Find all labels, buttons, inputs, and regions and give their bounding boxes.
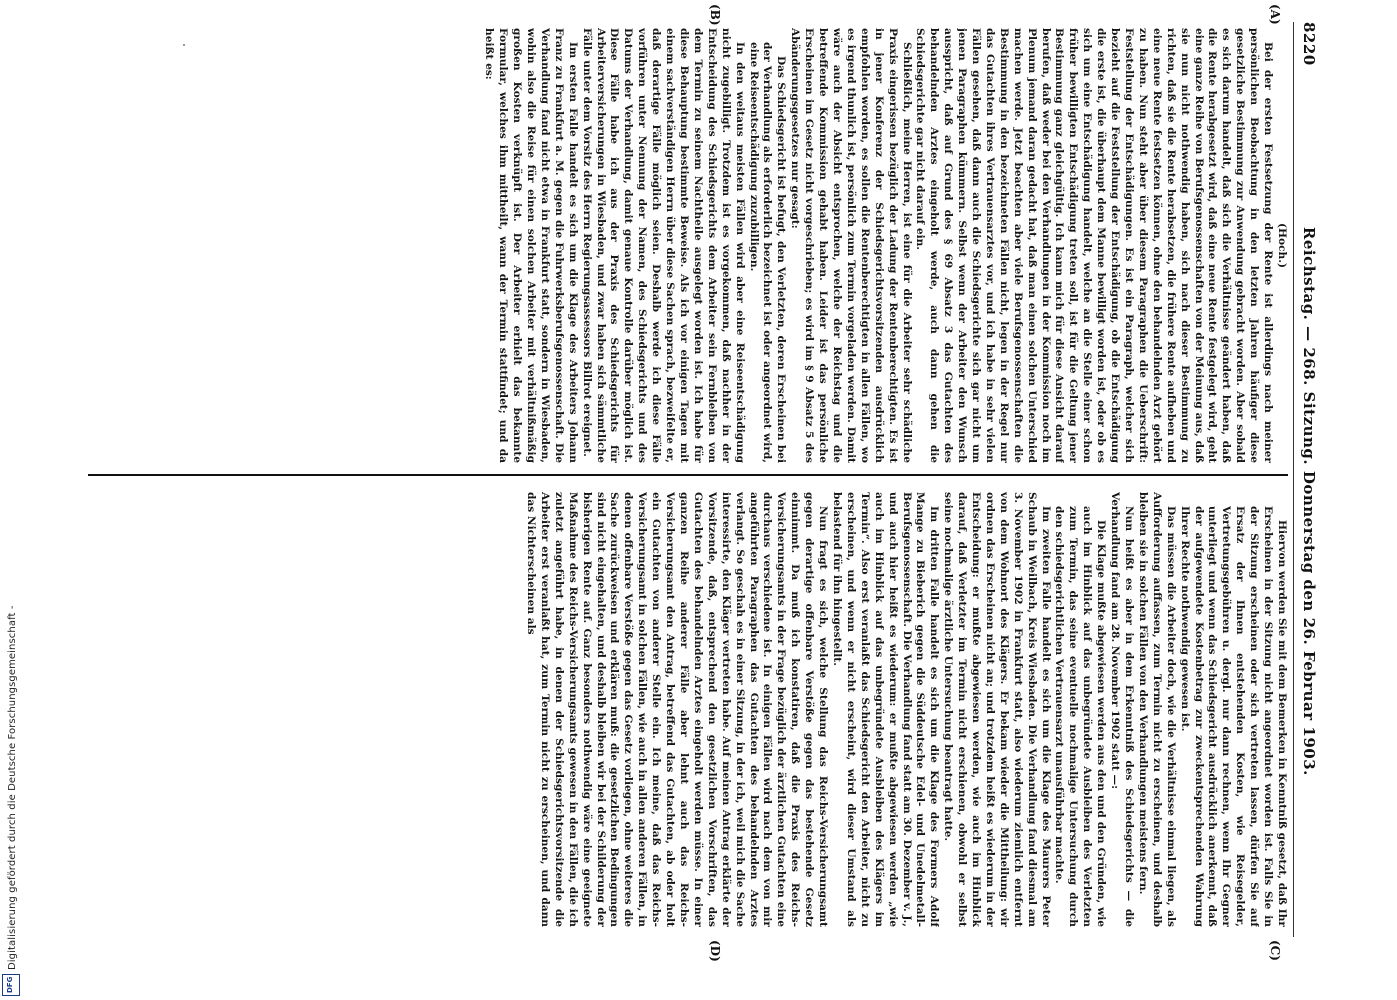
margin-letter-c: (C): [1268, 940, 1282, 961]
dfg-logo-text: DFG: [6, 976, 14, 993]
speaker-name: (Hoch.): [1276, 223, 1288, 268]
margin-letter-b: (B): [708, 4, 722, 26]
dfg-logo-icon: [2, 974, 20, 996]
right-paragraph: Nun fragt es sich, welche Stellung das Reichs-Versicherungsamt gegen derartige offenbare Verstöße gegen das bestehende Gesetz einnimmt. Da muß ich konstatiren, daß die Praxis des Reichs-Versicherungsamts in der Frage bezüglich der ärztlichen Gutachten eine durchaus verschiedene ist. In einigen Fällen wird nach dem von mir angeführten Paragraphen das Gutachten des behandelnden Arztes verlangt. So geschah es in einer Sitzung, in der ich, weil mich die Sache interessirte, den Kläger vertreten habe. Auf meinen Antrag erklärte der Vorsitzende, daß, entsprechend den gesetzlichen Vorschriften, das Gutachten des behandelnden Arztes eingeholt werden müsse. In einer ganzen Reihe anderer Fälle aber lehnt auch das Reichs-Versicherungsamt den Antrag, betreffend das Gutachten, ab oder holt ein Gutachten von anderer Stelle ein. Ich meine, daß das Reichs-Versicherungsamt in solchen Fällen, wie auch in allen anderen Fällen, in denen offenbare Verstöße gegen das Gesetz vorliegen, ohne weiteres die Sache zurückweisen und erklären muß: die gesetzlichen Bedingungen sind nicht eingehalten, und deshalb bleiben wir bei der Schilderung der bisherigen Rente auf. Ganz besonders nothwendig wäre eine geeignete Maßnahme des Reichs-Versicherungsamts gewesen in den Fällen, die ich zuletzt angeführt habe, in denen der Schiedsgerichtsvorsitzende die Arbeiter erst veranlaßt hat, zum Termin nicht zu erscheinen, und dann das Nichterscheinen als: [525, 492, 830, 927]
right-paragraph: Nun heißt es aber in dem Erkenntniß des Schiedsgerichts — die Verhandlung fand am 28. November 1902 statt —:: [1109, 492, 1136, 927]
left-paragraph: Schließlich, meine Herren, ist eine für die Arbeiter sehr schädliche Praxis eingerissen bezüglich der Ladung der Rentenberechtigten. Es ist in jener Konferenz der Schiedsgerichtsvorsitzenden ausdrücklich empfohlen worden, es sollen die Rentenberechtigten in allen Fällen, wo es irgend thunlich ist, persönlich zum Termin vorgeladen werden. Damit wäre auch der Absicht entsprochen, welche der Reichstag und die betreffende Kommission gehabt haben. Leider ist das persönliche Erscheinen im Gesetz nicht vorgeschrieben; es wird im § 9 Absatz 5 des Abänderungsgesetzes nur gesagt:: [789, 28, 913, 463]
left-paragraph: Im ersten Falle handelt es sich um die Klage des Arbeiters Johann Franz zu Frankfurt a. M. gegen die Fuhrwerksberufsgenossenschaft. Die Verhandlung fand nicht etwa in Frankfurt statt, sondern in Wiesbaden, wohin also die Reise für einen solchen Arbeiter mit verhältnißmäßig großen Kosten verknüpft ist. Der Arbeiter erhielt das bekannte Formular, welches ihm mittheilt, wann der Termin stattfindet; und da heißt es:: [483, 28, 579, 463]
left-paragraph: In den weitaus meisten Fällen wird aber eine Reiseentschädigung nicht zugebilligt. Trotzdem ist es vorgekommen, daß nachher in der Entscheidung des Schiedsgerichts dem Arbeiter sein Fernbleiben von dem Termin zu seinem Nachtheile ausgelegt worden ist. Ich habe für diese Behauptung bestimmte Beweise. Als ich vor einigen Tagen mit einem sachverständigen Herrn über diese Sachen sprach, bezweifelte er, daß derartige Fälle möglich seien. Deshalb werde ich diese Fälle vorführen unter Nennung der Namen, des Schiedsgerichts und des Datums der Verhandlung, damit genaue Kontrolle darüber möglich ist. Diese Fälle habe ich aus der Praxis des Schiedsgerichts für Arbeiterversicherungen in Wiesbaden, und zwar haben sich sämmtliche Fälle unter dem Vorsitz des Herrn Regierungsassessors Billrot ereignet.: [580, 28, 746, 463]
margin-letter-d: (D): [708, 940, 722, 962]
right-paragraph: Das müssen die Arbeiter doch, wie die Verhältnisse einmal liegen, als Aufforderung auffassen, zum Termin nicht zu erscheinen, und deshalb bleiben sie in solchen Fällen von den Verhandlungen meistens fern.: [1136, 492, 1177, 927]
scanned-page: [82, 4, 1322, 962]
left-column: [88, 28, 1288, 463]
right-paragraph: Im zweiten Falle handelt es sich um die Klage des Maurers Peter Schaub in Weilbach, Kreis Wiesbaden. Die Verhandlung fand diesmal am 3. November 1902 in Frankfurt statt, also wiederum ziemlich entfernt von dem Wohnort des Klägers. Er bekam wieder die Mittheilung: wir ordnen das Erscheinen nicht an; und trotzdem heißt es wiederum in der Entscheidung: er mußte abgewiesen werden, wie auch im Hinblick darauf, daß Verletzter im Termin nicht erschienen, obwohl er selbst seine nochmalige ärztliche Untersuchung beantragt hatte.: [942, 492, 1052, 927]
header-rule: [1293, 22, 1294, 937]
right-quote: Die Klage mußte abgewiesen werden aus den und den Gründen, wie auch im Hinblick auf das unbegründete Ausbleiben des Verletzten zum Termin, das seine eventuelle nochmalige Untersuchung durch den schiedsgerichtlichen Vertrauensarzt unausführbar machte.: [1053, 506, 1108, 927]
left-paragraph: Bei der ersten Festsetzung der Rente ist allerdings nach meiner persönlichen Beobachtung in den letzten Jahren häufiger diese gesetzliche Bestimmung zur Anwendung gebracht worden. Aber sobald es sich darum handelt, daß sich die Verhältnisse geändert haben, daß die Rente herabgesetzt wird, daß eine neue Rente festgelegt wird, geht eine ganze Reihe von Berufsgenossenschaften von der Meinung aus, daß sie nun nicht nothwendig haben, sich nach dieser Bestimmung zu richten, daß sie die Rente herabsetzen, die frühere Rente aufheben und eine neue Rente festsetzen können, ohne den behandelnden Arzt gehört zu haben. Nun steht aber über diesem Paragraphen die Ueberschrift: Feststellung der Entschädigungen. Es ist ein Paragraph, welcher sich bezieht auf die Feststellung der Entschädigung, ob die Entschädigung die erste ist, die überhaupt dem Manne bewilligt worden ist, oder ob es sich um eine Entschädigung handelt, welche an die Stelle einer schon früher bewilligten Entschädigung treten soll, ist für die Geltung jener Bestimmung ganz gleichgültig. Ich kann mich für diese Ansicht darauf berufen, daß weder bei den Verhandlungen in der Kommission noch im Plenum jemand daran gedacht hat, daß man einen solchen Unterschied machen werde. Jetzt beachten aber viele Berufsgenossenschaften die Bestimmung in den bezeichneten Fällen nicht, legen in der Regel nur das Gutachten ihres Vertrauensarztes vor, und ich habe in sehr vielen Fällen gesehen, daß dann auch die Schiedsgerichte sich gar nicht um jenen Paragraphen kümmern. Selbst wenn der Arbeiter den Wunsch ausspricht, daß auf Grund des § 69 Absatz 3 das Gutachten des behandelnden Arztes eingeholt werde, auch dann gehen die Schiedsgerichte gar nicht darauf ein.: [914, 28, 1275, 463]
left-quote: Das Schiedsgericht ist befugt, den Verletzten, deren Erscheinen bei der Verhandlung als erforderlich bezeichnet ist oder angeordnet wird, eine Reiseentschädigung zuzubilligen.: [747, 42, 788, 463]
right-paragraph: Im dritten Falle handelt es sich um die Klage des Formers Adolf Mange zu Bieberich gegen die Süddeutsche Edel- und Unedelmetall-Berufsgenossenschaft. Die Verhandlung fand statt am 30. Dezember v. J., und auch hier heißt es wiederum: er mußte abgewiesen werden „wie auch im Hinblick auf das unbegründete Ausbleiben des Klägers im Termin“. Also erst veranlaßt das Schiedsgericht den Arbeiter, nicht zu erscheinen, und wenn er nicht erscheint, wird dieser Umstand als belastend für ihn hingestellt.: [831, 492, 941, 927]
page-content-rotated: [82, 4, 1322, 962]
digitization-credit: [0, 0, 22, 1000]
margin-letter-a: (A): [1268, 4, 1282, 25]
page-header: [1296, 22, 1322, 937]
column-divider: [88, 474, 1288, 476]
page-running-title: Reichstag. — 268. Sitzung. Donnerstag den 26. Februar 1903.: [1300, 226, 1318, 776]
right-column: [88, 492, 1288, 927]
right-quote: Hiervon werden Sie mit dem Bemerken in Kenntniß gesetzt, daß Ihr Erscheinen in der Sitzung nicht angeordnet worden ist. Falls Sie in der Sitzung erscheinen oder sich vertreten lassen, dürfen Sie auf Ersatz der Ihnen entstehenden Kosten, wie Reisegelder, Vertretungsgebühren u. dergl. nur dann rechnen, wenn Ihr Gegner unterliegt und wenn das Schiedsgericht ausdrücklich anerkennt, daß der aufgewendete Kostenbetrag zur zweckentsprechenden Wahrung Ihrer Rechte nothwendig gewesen ist.: [1178, 506, 1288, 927]
page-number: 8220: [1300, 22, 1318, 66]
credit-text: Digitalisierung gefördert durch die Deutsche Forschungsgemeinschaft -: [7, 605, 18, 970]
